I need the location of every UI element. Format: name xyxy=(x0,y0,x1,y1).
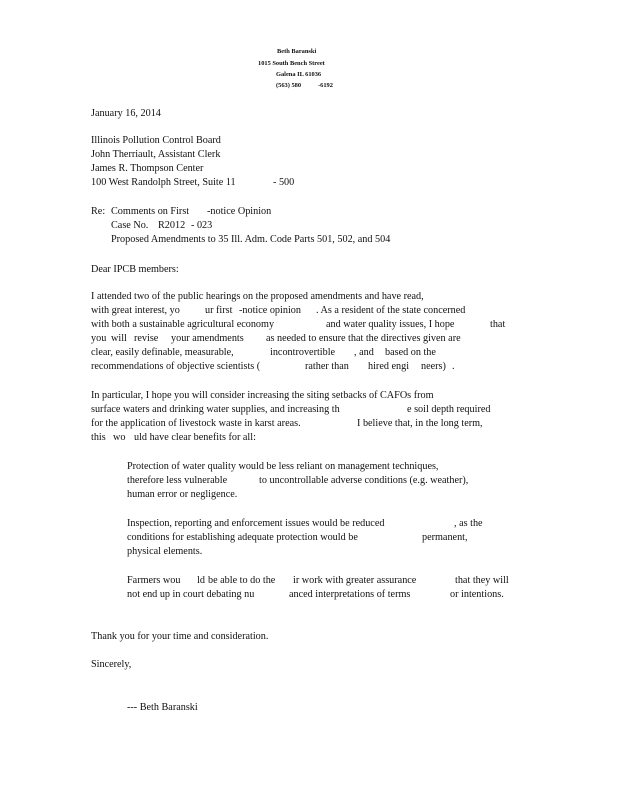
point-line: human error or negligence. xyxy=(127,489,238,500)
subject-case-label: Case No. xyxy=(111,220,149,231)
body-line-fragment: revise xyxy=(134,333,159,344)
body-line-fragment: your amendments xyxy=(171,333,244,344)
closing: Sincerely, xyxy=(91,659,132,670)
point-line-fragment: that they will xyxy=(455,575,509,586)
body-line-fragment: that xyxy=(490,319,506,330)
body-line-fragment: , and xyxy=(354,347,374,358)
salutation: Dear IPCB members: xyxy=(91,264,179,275)
point-line-fragment: or intentions. xyxy=(450,589,504,600)
point-line-fragment: ir work with greater assurance xyxy=(293,575,417,586)
point-line-fragment: be able to do the xyxy=(208,575,276,586)
point-line-fragment: permanent, xyxy=(422,532,468,543)
body-line: clear, easily definable, measurable, xyxy=(91,347,234,358)
point-line-fragment: to uncontrollable adverse conditions (e.g. weather), xyxy=(259,475,469,486)
point-line-fragment: ld xyxy=(197,575,205,586)
body-line: I attended two of the public hearings on the proposed amendments and have read, xyxy=(91,291,424,302)
point-line: not end up in court debating nu xyxy=(127,589,255,600)
recipient-line: 100 West Randolph Street, Suite 11 xyxy=(91,177,236,188)
body-line: surface waters and drinking water supplies, and increasing th xyxy=(91,404,340,415)
point-line: conditions for establishing adequate protection would be xyxy=(127,532,358,543)
body-line: recommendations of objective scientists ( xyxy=(91,361,261,372)
body-line: for the application of livestock waste in karst areas. xyxy=(91,418,301,429)
point-line-fragment: , as the xyxy=(454,518,483,529)
body-line: with great interest, yo xyxy=(91,305,180,316)
recipient-line: John Therriault, Assistant Clerk xyxy=(91,149,221,160)
sender-street: 1015 South Bench Street xyxy=(258,60,325,67)
subject-case-number-suffix: - 023 xyxy=(191,220,213,231)
body-line-fragment: neers) xyxy=(421,361,446,372)
recipient-line: James R. Thompson Center xyxy=(91,163,204,174)
body-line: In particular, I hope you will consider increasing the siting setbacks of CAFOs from xyxy=(91,390,434,401)
body-line-fragment: . xyxy=(452,361,455,372)
letter-date: January 16, 2014 xyxy=(91,108,161,119)
sender-name: Beth Baranski xyxy=(277,48,317,55)
body-line-fragment: -notice opinion xyxy=(239,305,301,316)
subject-line-fragment: -notice Opinion xyxy=(207,206,272,217)
body-line-fragment: hired engi xyxy=(368,361,410,372)
point-line: Farmers wou xyxy=(127,575,181,586)
body-line-fragment: uld have clear benefits for all: xyxy=(134,432,256,443)
body-line-fragment: wo xyxy=(113,432,126,443)
point-line: Protection of water quality would be less reliant on management techniques, xyxy=(127,461,439,472)
sender-phone-number: -6192 xyxy=(318,82,333,89)
body-line: this xyxy=(91,432,106,443)
body-line-fragment: based on the xyxy=(385,347,436,358)
body-line-fragment: . As a resident of the state concerned xyxy=(316,305,466,316)
recipient-line: Illinois Pollution Control Board xyxy=(91,135,221,146)
point-line: therefore less vulnerable xyxy=(127,475,228,486)
sender-phone-area: (563) 580 xyxy=(276,82,302,89)
point-line: physical elements. xyxy=(127,546,203,557)
subject-line: Proposed Amendments to 35 Ill. Adm. Code Parts 501, 502, and 504 xyxy=(111,234,391,245)
sender-city: Galena IL 61036 xyxy=(276,71,322,78)
body-line-fragment: as needed to ensure that the directives given are xyxy=(266,333,461,344)
body-line-fragment: e soil depth required xyxy=(407,404,491,415)
body-line-fragment: I believe that, in the long term, xyxy=(357,418,483,429)
point-line: Inspection, reporting and enforcement issues would be reduced xyxy=(127,518,385,529)
body-line: you xyxy=(91,333,107,344)
body-line: with both a sustainable agricultural economy xyxy=(91,319,275,330)
body-line-fragment: rather than xyxy=(305,361,349,372)
subject-line: Comments on First xyxy=(111,206,190,217)
body-line-fragment: will xyxy=(111,333,127,344)
body-line-fragment: ur first xyxy=(205,305,233,316)
recipient-line-fragment: - 500 xyxy=(273,177,295,188)
point-line-fragment: anced interpretations of terms xyxy=(289,589,411,600)
body-line-fragment: incontrovertible xyxy=(270,347,336,358)
signature: --- Beth Baranski xyxy=(127,702,198,713)
body-line-fragment: and water quality issues, I hope xyxy=(326,319,455,330)
thanks-line: Thank you for your time and consideration. xyxy=(91,631,269,642)
subject-re-label: Re: xyxy=(91,206,106,217)
subject-case-number: R2012 xyxy=(158,220,186,231)
